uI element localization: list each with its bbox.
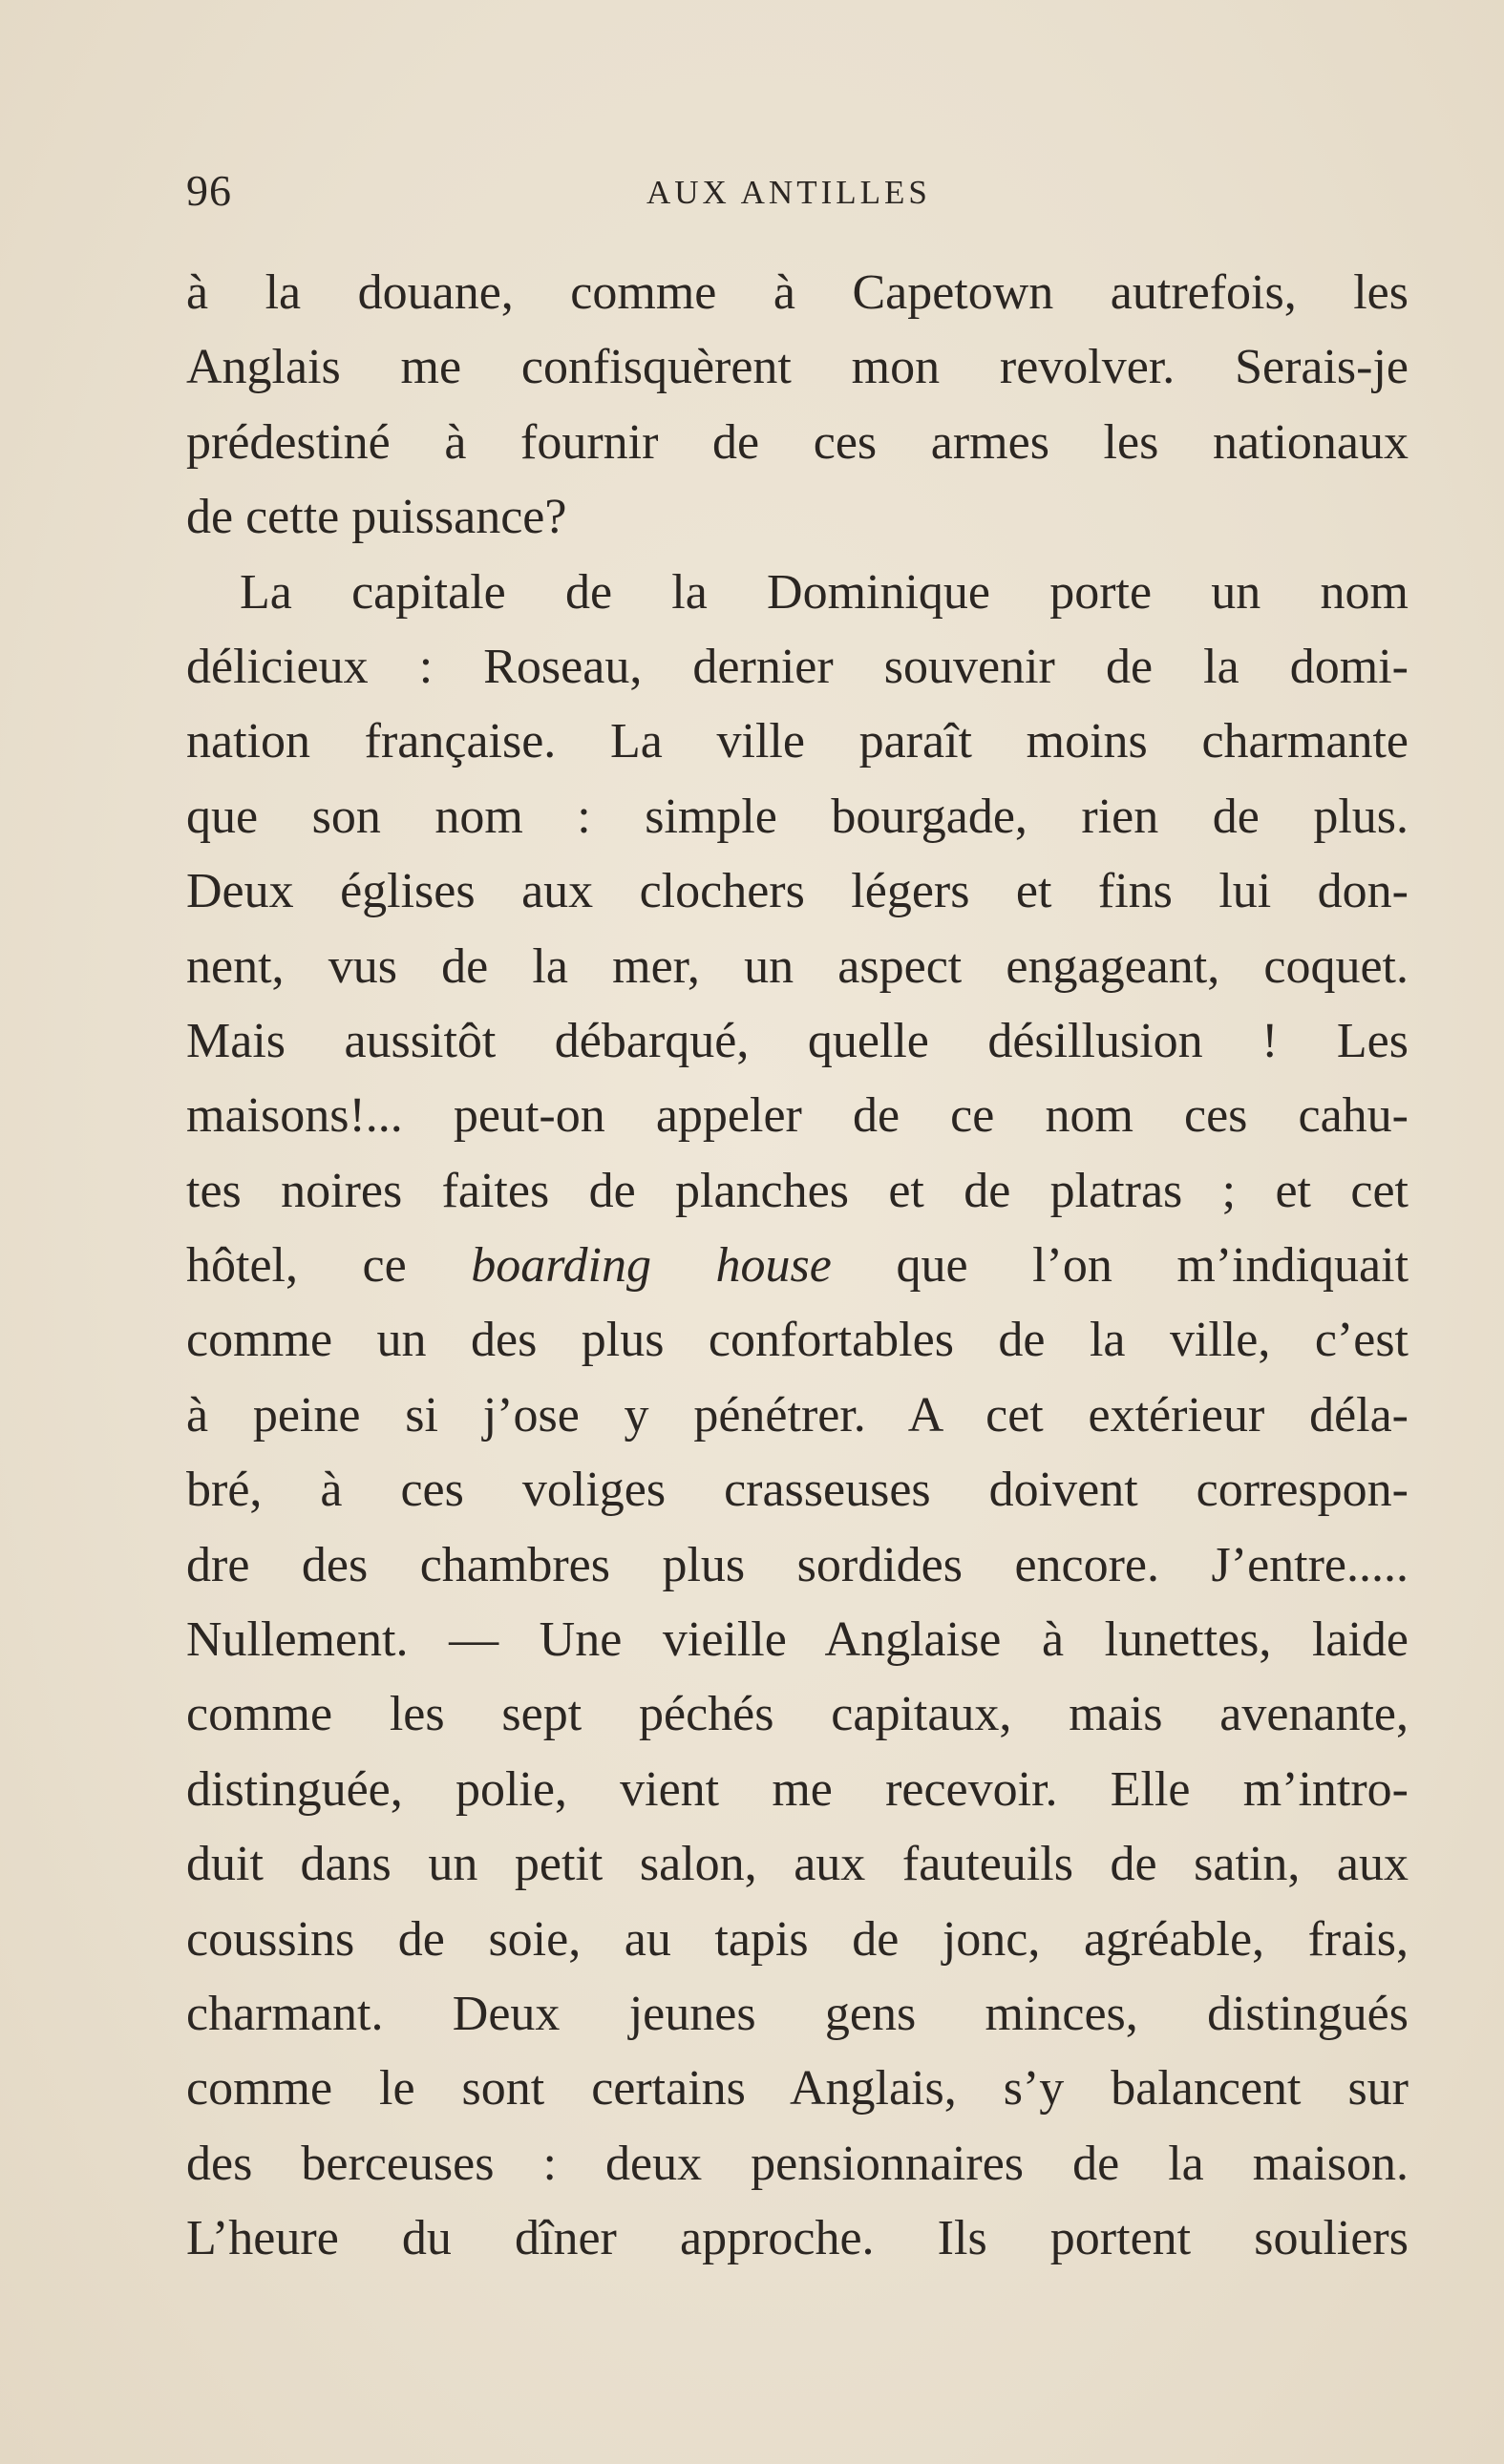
text-line: coussins de soie, au tapis de jonc, agréable, frais, [186, 1911, 1409, 1967]
paragraph-end-line: de cette puissance? [186, 490, 567, 545]
text-line-with-italic [186, 1229, 1409, 1303]
text-line: bré, à ces voliges crasseuses doivent correspon- [186, 1463, 1409, 1518]
italic-phrase: boarding house [471, 1238, 832, 1294]
text-line: à peine si j’ose y pénétrer. A cet extérieur déla- [186, 1387, 1409, 1443]
text-line: comme un des plus confortables de la ville, c’est [186, 1313, 1409, 1368]
text-line: charmant. Deux jeunes gens minces, distingués [186, 1986, 1409, 2041]
page-header [186, 162, 1409, 220]
text-line: duit dans un petit salon, aux fauteuils de satin, aux [186, 1837, 1409, 1892]
text-line: que son nom : simple bourgade, rien de plus. [186, 789, 1409, 844]
text-line: distinguée, polie, vient me recevoir. Elle m’intro- [186, 1761, 1409, 1817]
text-line: Anglais me confisquèrent mon revolver. Serais-je [186, 340, 1409, 395]
text-line: Nullement. — Une vieille Anglaise à lunettes, laide [186, 1612, 1409, 1668]
text-line: tes noires faites de planches et de platras ; et cet [186, 1163, 1409, 1218]
text-line: Deux églises aux clochers légers et fins lui don- [186, 864, 1409, 919]
text-line: L’heure du dîner approche. Ils portent souliers [186, 2211, 1409, 2266]
text-line: délicieux : Roseau, dernier souvenir de la domi- [186, 639, 1409, 694]
page-number: 96 [186, 166, 232, 215]
text-line: des berceuses : deux pensionnaires de la maison. [186, 2136, 1409, 2191]
body-text [186, 256, 1409, 2277]
text-line: à la douane, comme à Capetown autrefois, les [186, 265, 1409, 320]
text-line: nation française. La ville paraît moins charmante [186, 714, 1409, 769]
text-line: prédestiné à fournir de ces armes les nationaux [186, 414, 1409, 470]
running-head: AUX ANTILLES [646, 174, 931, 211]
text-line: Mais aussitôt débarqué, quelle désillusion ! Les [186, 1013, 1409, 1068]
line-text-before: hôtel, ce [186, 1238, 407, 1294]
paragraph-start-line: La capitale de la Dominique porte un nom [240, 564, 1409, 620]
text-line: nent, vus de la mer, un aspect engageant, coquet. [186, 938, 1409, 994]
line-text-after: que l’on m’indiquait [896, 1238, 1409, 1294]
text-line: maisons!... peut-on appeler de ce nom ces cahu- [186, 1088, 1409, 1144]
text-line: dre des chambres plus sordides encore. J’entre..... [186, 1537, 1409, 1592]
text-line: comme les sept péchés capitaux, mais avenante, [186, 1687, 1409, 1742]
text-line: comme le sont certains Anglais, s’y balancent sur [186, 2061, 1409, 2117]
